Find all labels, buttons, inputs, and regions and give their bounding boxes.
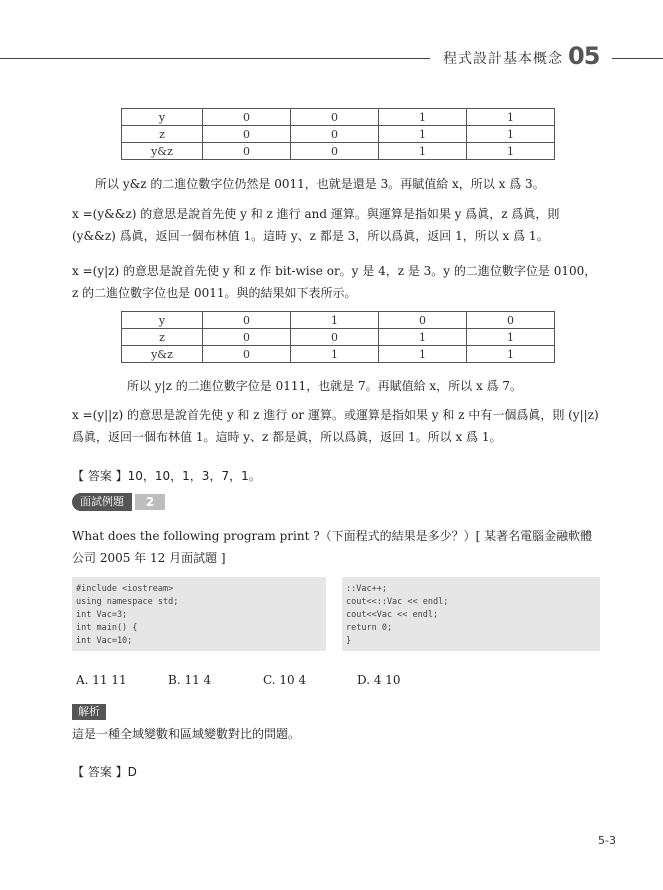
analysis-tag: 解析 <box>72 704 106 720</box>
question-text: What does the following program print ?（下面程式的結果是多少？）[ 某著名電腦金融軟體公司 2005 年 12 月面試題 ] <box>72 529 593 565</box>
code-block-right <box>342 577 600 651</box>
table-row <box>122 126 555 143</box>
row-label-cell: y&z <box>122 346 203 363</box>
example-badge <box>72 493 165 511</box>
bit-cell: 1 <box>379 126 467 143</box>
analysis-text: 這是一種全域變數和區域變數對比的問題。 <box>72 727 301 741</box>
answer-line-2: 【 答案 】D <box>72 765 137 779</box>
code-block-left <box>72 577 326 651</box>
bit-cell: 0 <box>291 143 379 160</box>
bit-cell: 1 <box>467 329 555 346</box>
paragraph-logical-and: x =(y&&z) 的意思是說首先使 y 和 z 進行 and 運算。與運算是指如果 y 爲眞，z 爲眞，則 (y&&z) 爲眞，返回一個布林值 1。這時 y、z 都是 3，所以爲眞，返回 1，所以 x 爲 1。 <box>72 207 560 243</box>
bit-cell: 0 <box>203 126 291 143</box>
chapter-number: 05 <box>568 42 600 70</box>
option-d: D. 4 10 <box>357 673 401 687</box>
row-label-cell: y <box>122 109 203 126</box>
code-line: using namespace std; <box>76 597 179 607</box>
running-header <box>0 44 663 74</box>
code-line: cout<<::Vac << endl; <box>346 597 449 607</box>
code-line: } <box>346 636 352 646</box>
bit-cell: 0 <box>291 329 379 346</box>
option-c: C. 10 4 <box>263 673 307 687</box>
bit-cell: 0 <box>467 312 555 329</box>
bit-cell: 0 <box>203 329 291 346</box>
table-row <box>122 109 555 126</box>
row-label-cell: z <box>122 329 203 346</box>
table-row <box>122 329 555 346</box>
code-line: int Vac=10; <box>76 636 133 646</box>
bit-cell: 0 <box>379 312 467 329</box>
bit-cell: 1 <box>467 126 555 143</box>
code-line: int Vac=3; <box>76 610 128 620</box>
chapter-title: 程式設計基本概念 <box>443 51 563 67</box>
bit-cell: 1 <box>379 143 467 160</box>
option-a: A. 11 11 <box>76 673 127 687</box>
bit-cell: 1 <box>291 346 379 363</box>
table-row <box>122 312 555 329</box>
row-label-cell: z <box>122 126 203 143</box>
paragraph-bitwise-or: x =(y|z) 的意思是說首先使 y 和 z 作 bit-wise or。y 是 4，z 是 3。y 的二進位數字位是 0100，z 的二進位數字位也是 0011。與的結果如下表所示。 <box>72 264 597 300</box>
example-number: 2 <box>135 494 165 510</box>
page-number: 5-3 <box>598 834 616 847</box>
bit-cell: 1 <box>467 143 555 160</box>
bit-cell: 1 <box>291 312 379 329</box>
code-line: #include <iostream> <box>76 584 174 594</box>
row-label-cell: y&z <box>122 143 203 160</box>
row-label-cell: y <box>122 312 203 329</box>
table-row <box>122 346 555 363</box>
example-label: 面試例題 <box>72 493 132 511</box>
bit-cell: 0 <box>291 126 379 143</box>
bit-cell: 0 <box>203 143 291 160</box>
truth-table-or <box>121 311 555 363</box>
header-rule-right <box>612 58 663 59</box>
code-line: ::Vac++; <box>346 584 387 594</box>
option-b: B. 11 4 <box>168 673 212 687</box>
bit-cell: 1 <box>379 346 467 363</box>
caption-or: 所以 y|z 的二進位數字位是 0111，也就是 7。再賦值給 x，所以 x 爲 7。 <box>127 379 523 393</box>
code-line: return 0; <box>346 623 393 633</box>
bit-cell: 0 <box>203 312 291 329</box>
truth-table-and <box>121 108 555 160</box>
table-row <box>122 143 555 160</box>
header-rule-left <box>0 58 430 59</box>
bit-cell: 0 <box>291 109 379 126</box>
bit-cell: 0 <box>203 346 291 363</box>
caption-and: 所以 y&z 的二進位數字位仍然是 0011，也就是還是 3。再賦值給 x，所以 x 爲 3。 <box>95 177 545 191</box>
bit-cell: 1 <box>467 109 555 126</box>
bit-cell: 1 <box>467 346 555 363</box>
code-line: cout<<Vac << endl; <box>346 610 439 620</box>
paragraph-logical-or: x =(y||z) 的意思是說首先使 y 和 z 進行 or 運算。或運算是指如果 y 和 z 中有一個爲眞，則 (y||z) 爲眞，返回一個布林值 1。這時 y、z 都是眞，所以爲眞，返回 1。所以 x 爲 1。 <box>72 408 599 444</box>
answer-line-1: 【 答案 】10，10，1，3，7，1。 <box>72 469 261 483</box>
code-line: int main() { <box>76 623 138 633</box>
bit-cell: 0 <box>203 109 291 126</box>
bit-cell: 1 <box>379 109 467 126</box>
bit-cell: 1 <box>379 329 467 346</box>
